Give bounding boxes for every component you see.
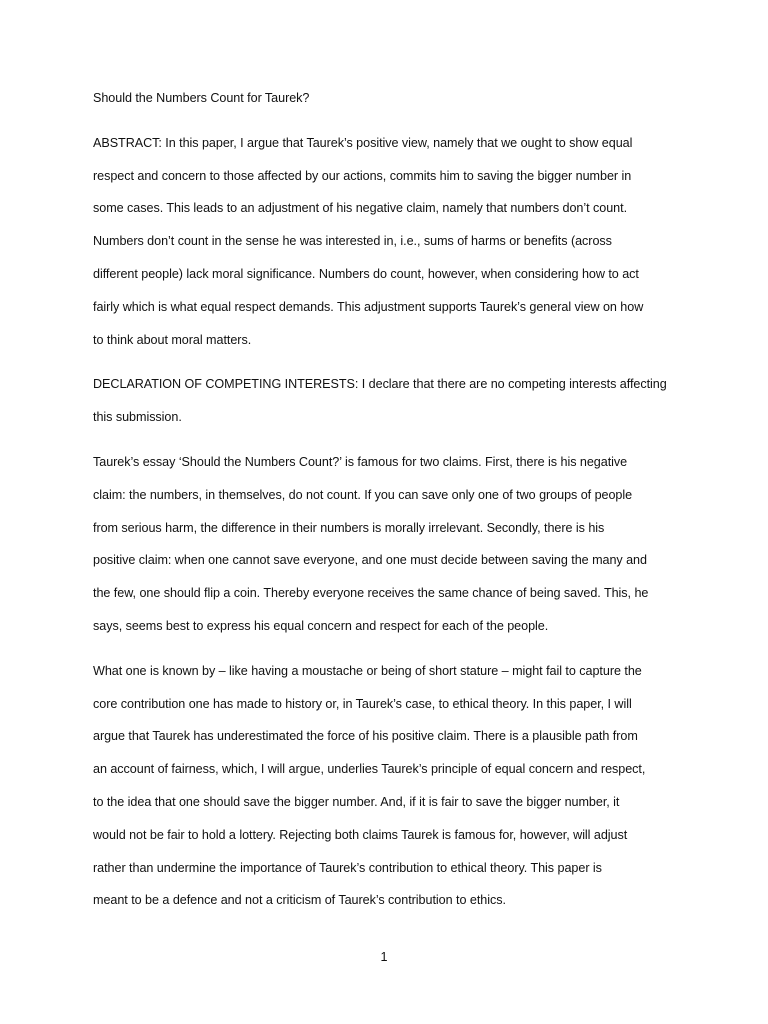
document-body bbox=[93, 82, 678, 929]
title-line: Should the Numbers Count for Taurek? bbox=[93, 91, 310, 105]
abstract-line: different people) lack moral significance. Numbers do count, however, when considering how to act bbox=[93, 266, 639, 281]
page-number: 1 bbox=[380, 950, 388, 964]
paragraph-line: core contribution one has made to history or, in Taurek’s case, to ethical theory. In this paper, I will bbox=[93, 696, 632, 711]
paragraph-line: the few, one should flip a coin. Thereby everyone receives the same chance of being saved. This, he bbox=[93, 586, 649, 601]
paragraph-line: argue that Taurek has underestimated the force of his positive claim. There is a plausible path from bbox=[93, 729, 638, 744]
declaration-line: this submission. bbox=[93, 410, 182, 425]
declaration-line: DECLARATION OF COMPETING INTERESTS: I declare that there are no competing interests affecting bbox=[93, 377, 667, 392]
abstract-paragraph bbox=[93, 127, 678, 357]
paragraph-line: to the idea that one should save the bigger number. And, if it is fair to save the bigger number, it bbox=[93, 794, 620, 809]
paragraph-line: would not be fair to hold a lottery. Rejecting both claims Taurek is famous for, however, will adjust bbox=[93, 827, 628, 842]
abstract-line: ABSTRACT: In this paper, I argue that Taurek’s positive view, namely that we ought to show equal bbox=[93, 135, 633, 150]
paragraph-line: an account of fairness, which, I will argue, underlies Taurek’s principle of equal concern and respect, bbox=[93, 762, 646, 777]
paragraph-line: What one is known by – like having a moustache or being of short stature – might fail to capture the bbox=[93, 663, 642, 678]
abstract-line: to think about moral matters. bbox=[93, 332, 252, 347]
abstract-line: Numbers don’t count in the sense he was interested in, i.e., sums of harms or benefits (across bbox=[93, 234, 612, 249]
paragraph-line: meant to be a defence and not a criticism of Taurek’s contribution to ethics. bbox=[93, 893, 506, 908]
body-paragraph-2 bbox=[93, 655, 678, 917]
paragraph-line: says, seems best to express his equal concern and respect for each of the people. bbox=[93, 618, 549, 633]
paragraph-line: positive claim: when one cannot save everyone, and one must decide between saving the many and bbox=[93, 553, 647, 568]
document-title bbox=[93, 82, 678, 115]
paragraph-line: Taurek’s essay ‘Should the Numbers Count?’ is famous for two claims. First, there is his negative bbox=[93, 454, 628, 469]
abstract-line: fairly which is what equal respect demands. This adjustment supports Taurek’s general view on how bbox=[93, 299, 644, 314]
paragraph-line: claim: the numbers, in themselves, do not count. If you can save only one of two groups of people bbox=[93, 487, 633, 502]
paragraph-line: from serious harm, the difference in their numbers is morally irrelevant. Secondly, there is his bbox=[93, 520, 605, 535]
paragraph-line: rather than undermine the importance of Taurek’s contribution to ethical theory. This paper is bbox=[93, 860, 602, 875]
body-paragraph-1 bbox=[93, 446, 678, 643]
abstract-line: some cases. This leads to an adjustment of his negative claim, namely that numbers don’t count. bbox=[93, 201, 628, 216]
declaration-paragraph bbox=[93, 368, 678, 434]
abstract-line: respect and concern to those affected by our actions, commits him to saving the bigger number in bbox=[93, 168, 632, 183]
